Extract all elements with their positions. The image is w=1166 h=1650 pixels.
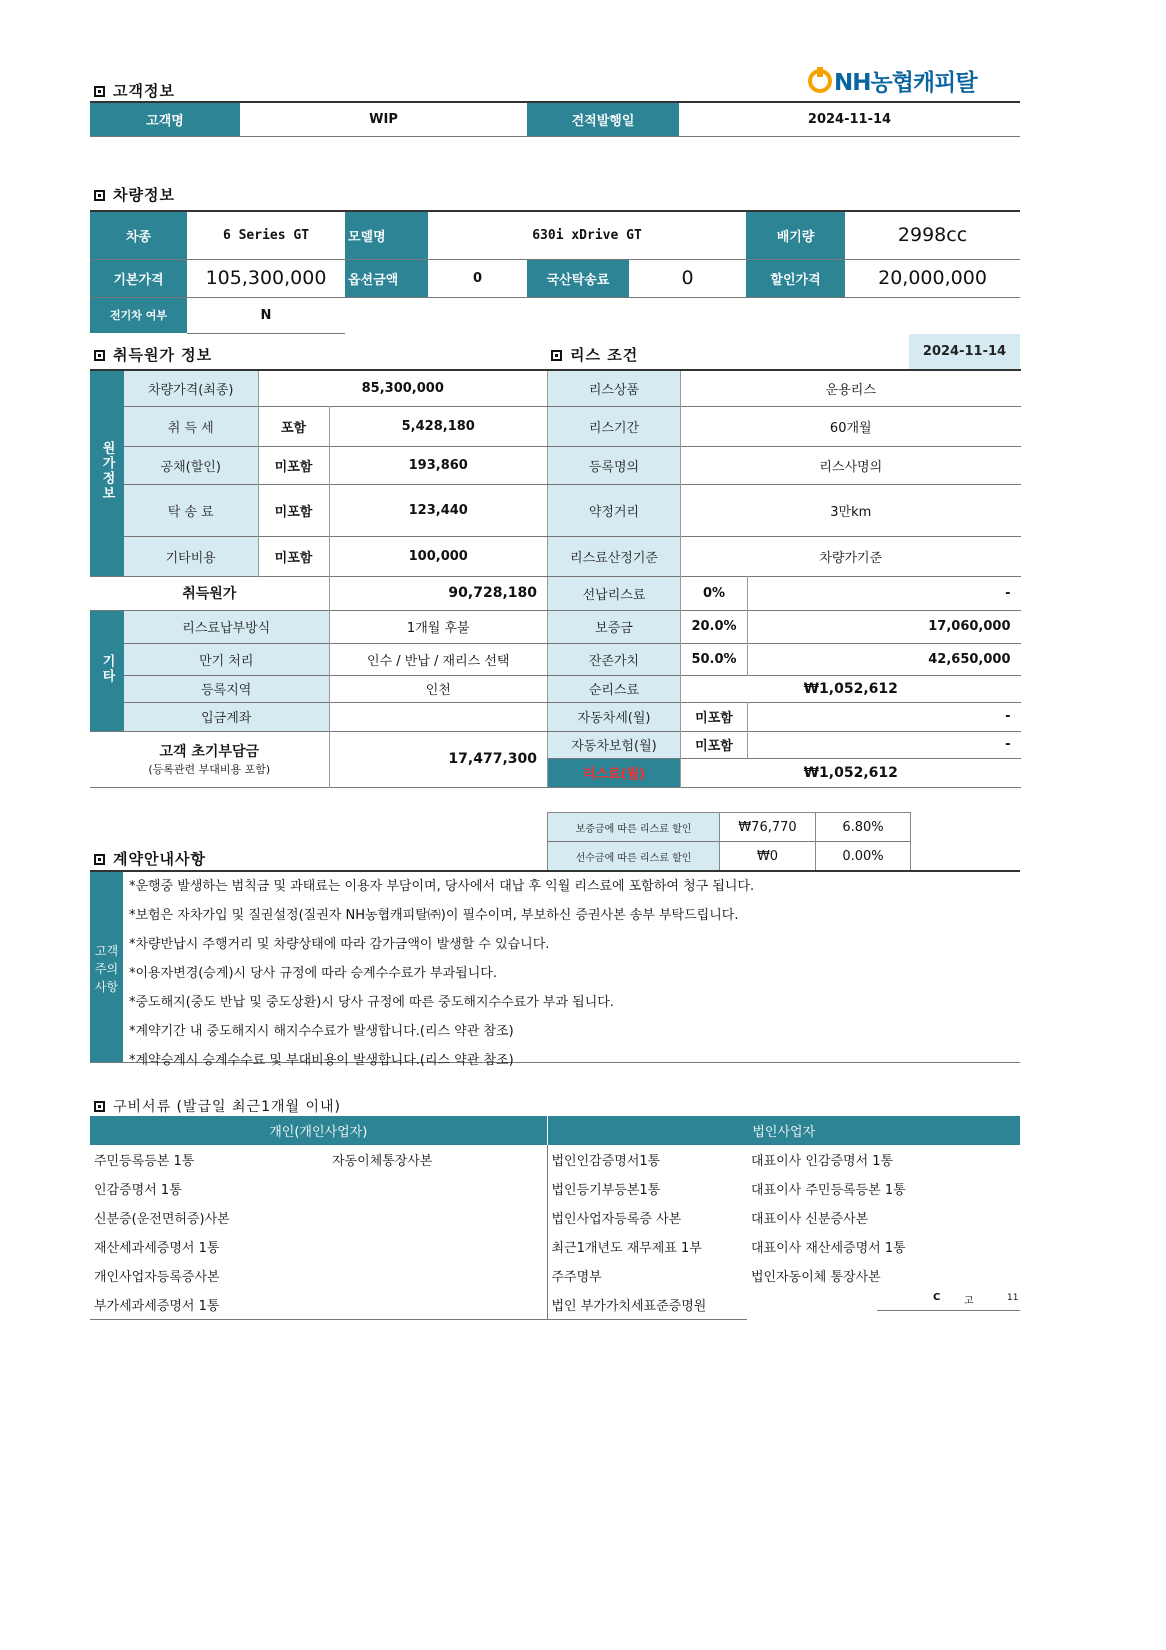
deposit-rate: 20.0% [681,610,748,643]
deposit-label: 보증금 [548,610,681,643]
acq-row-value: 5,428,180 [329,406,547,446]
individual-header: 개인(개인사업자) [90,1116,547,1145]
footer-code-a: C [933,1292,941,1303]
corporate-doc: 대표이사 재산세증명서 1통 [751,1241,906,1256]
acq-row-value: 123,440 [329,484,547,536]
corporate-doc: 최근1개년도 재무제표 1부 [547,1232,747,1261]
section-square-icon [551,350,562,361]
lease-row-value: 차량가기준 [681,536,1021,576]
prepay-value: - [748,576,1021,610]
logo-mark-icon [808,67,832,93]
notice-side-line: 사항 [94,980,119,994]
customer-name-label: 고객명 [90,102,240,136]
section-square-icon [94,854,105,865]
lease-row-label: 리스기간 [548,406,681,446]
discount-row-label: 선수금에 따른 리스료 할인 [548,842,720,871]
acq-row-flag: 미포함 [258,536,329,576]
corporate-doc: 대표이사 주민등록등본 1통 [751,1183,906,1198]
option-value: 0 [472,270,483,286]
car-tax-label: 자동차세(월) [548,702,681,731]
individual-doc [328,1174,547,1203]
acq-total-value: 90,728,180 [329,576,547,610]
insurance-label: 자동차보험(월) [548,731,681,758]
vehicle-type-value: 6 Series GT [222,227,310,243]
notice-line: *보험은 자차가입 및 질권설정(질권자 NH농협캐피탈㈜)이 필수이며, 부보하신 증권사본 송부 부탁드립니다. [129,908,739,923]
customer-section-title: 고객정보 [94,80,175,101]
other-row-value [329,702,547,731]
notice-line: *중도해지(중도 반납 및 중도상환)시 당사 규정에 따른 중도해지수수료가 부과 됩니다. [129,995,614,1010]
acq-row-value: 85,300,000 [258,370,547,406]
notice-side-label [90,872,123,1062]
section-square-icon [94,350,105,361]
section-square-icon [94,190,105,201]
acq-row-flag: 포함 [258,406,329,446]
prepay-rate: 0% [681,576,748,610]
corporate-doc: 법인자동이체 통장사본 [751,1270,881,1285]
individual-doc [328,1232,547,1261]
corporate-doc: 법인인감증명서1통 [547,1145,747,1174]
acquisition-section-title: 취득원가 정보 [94,344,212,365]
lease-discount-table [547,812,911,871]
customer-name-value: WIP [369,111,398,127]
car-tax-flag: 미포함 [681,702,748,731]
corporate-doc: 주주명부 [547,1261,747,1290]
model-label: 모델명 [345,211,428,259]
notice-lines [123,872,1020,1075]
acq-row-label: 차량가격(최종) [124,370,258,406]
discount-row-amount: ₩0 [720,842,816,871]
corporate-doc: 법인 부가가치세표준증명원 [547,1290,747,1320]
model-value: 630i xDrive GT [532,227,642,243]
lease-row-label: 리스상품 [548,370,681,406]
delivery-value: 0 [681,267,694,289]
ev-label: 전기차 여부 [90,297,187,333]
lease-row-label: 리스료산정기준 [548,536,681,576]
corporate-doc: 법인사업자등록증 사본 [547,1203,747,1232]
notice-side-line: 고객 [94,944,119,958]
corporate-header: 법인사업자 [547,1116,1020,1145]
lease-row-label: 등록명의 [548,446,681,484]
notice-side-line: 주의 [94,962,119,976]
discount-row-amount: ₩76,770 [720,813,816,842]
section-square-icon [94,86,105,97]
discount-row-rate: 0.00% [816,842,911,871]
vehicle-type-label: 차종 [90,211,187,259]
acq-row-flag: 미포함 [258,484,329,536]
individual-doc: 주민등록등본 1통 [94,1154,195,1169]
other-row-label: 입금계좌 [124,702,329,731]
other-side-label: 기타 [90,610,124,731]
monthly-lease-label: 리스료(월) [548,758,681,787]
company-logo [808,64,1008,98]
other-row-value: 인천 [329,675,547,702]
residual-value: 42,650,000 [748,643,1021,675]
acq-row-label: 탁 송 료 [124,484,258,536]
vehicle-table [90,210,1020,334]
individual-doc: 신분증(운전면허증)사본 [94,1212,230,1227]
acq-row-label: 공채(할인) [124,446,258,484]
initial-cost-sub: (등록관련 부대비용 포함) [148,763,271,776]
other-row-value: 인수 / 반납 / 재리스 선택 [329,643,547,675]
lease-row-value: 리스사명의 [681,446,1021,484]
discount-value: 20,000,000 [878,267,987,289]
lease-row-value: 60개월 [681,406,1021,446]
notice-line: *계약기간 내 중도해지시 해지수수료가 발생합니다.(리스 약관 참조) [129,1024,514,1039]
residual-rate: 50.0% [681,643,748,675]
customer-table [90,101,1020,137]
initial-cost-value: 17,477,300 [329,731,547,787]
discount-row-rate: 6.80% [816,813,911,842]
vehicle-section-title: 차량정보 [94,184,175,205]
lease-row-value: 운용리스 [681,370,1021,406]
lease-table [547,369,1021,788]
individual-doc: 개인사업자등록증사본 [94,1270,220,1285]
acquisition-table [90,369,547,788]
cost-info-side-label: 원가정보 [90,370,124,576]
notice-line: *운행중 발생하는 범칙금 및 과태료는 이용자 부담이며, 당사에서 대납 후 익월 리스료에 포함하여 청구 됩니다. [129,879,755,894]
net-lease-value: ₩1,052,612 [681,675,1021,702]
notice-line: *이용자변경(승계)시 당사 규정에 따라 승계수수료가 부과됩니다. [129,966,497,981]
acq-row-value: 193,860 [329,446,547,484]
footer-codes [877,1290,1020,1311]
ev-value: N [187,297,345,333]
displacement-value: 2998cc [897,224,968,247]
other-row-label: 리스료납부방식 [124,610,329,643]
logo-text: NH농협캐피탈 [834,70,977,96]
acq-row-flag: 미포함 [258,446,329,484]
individual-doc: 인감증명서 1통 [94,1183,182,1198]
displacement-label: 배기량 [746,211,845,259]
corporate-doc: 법인등기부등본1통 [547,1174,747,1203]
lease-section-title: 리스 조건 [551,344,638,365]
lease-row-label: 약정거리 [548,484,681,536]
corporate-doc: 대표이사 인감증명서 1통 [751,1154,894,1169]
acq-row-label: 기타비용 [124,536,258,576]
initial-cost-label: 고객 초기부담금 [159,744,260,760]
deposit-value: 17,060,000 [748,610,1021,643]
notice-line: *계약승계시 승계수수료 및 부대비용이 발생합니다.(리스 약관 참조) [129,1053,514,1068]
other-row-label: 만기 처리 [124,643,329,675]
footer-code-b: 고 [964,1296,974,1307]
notice-section-title: 계약안내사항 [94,848,206,869]
lease-date: 2024-11-14 [909,334,1020,370]
individual-doc [328,1290,547,1320]
individual-doc: 재산세과세증명서 1통 [94,1241,220,1256]
base-price-value: 105,300,000 [205,267,327,289]
acq-row-label: 취 득 세 [124,406,258,446]
discount-row-label: 보증금에 따른 리스료 할인 [548,813,720,842]
monthly-lease-value: ₩1,052,612 [681,758,1021,787]
individual-doc [328,1203,547,1232]
net-lease-label: 순리스료 [548,675,681,702]
individual-doc: 부가세과세증명서 1통 [90,1290,328,1320]
notice-box [90,870,1020,1068]
notice-line: *차량반납시 주행거리 및 차량상태에 따라 감가금액이 발생할 수 있습니다. [129,937,550,952]
lease-row-value: 3만km [681,484,1021,536]
acq-total-label: 취득원가 [182,586,237,602]
prepay-label: 선납리스료 [548,576,681,610]
other-row-label: 등록지역 [124,675,329,702]
quote-date-label: 견적발행일 [527,102,679,136]
base-price-label: 기본가격 [90,259,187,297]
car-tax-value: - [748,702,1021,731]
other-row-value: 1개월 후불 [329,610,547,643]
insurance-flag: 미포함 [681,731,748,758]
delivery-label: 국산탁송료 [527,259,629,297]
residual-label: 잔존가치 [548,643,681,675]
option-label: 옵션금액 [345,259,428,297]
documents-section-title: 구비서류 (발급일 최근1개월 이내) [94,1096,341,1116]
acq-row-value: 100,000 [329,536,547,576]
initial-cost-cell [90,731,329,787]
quote-date-value: 2024-11-14 [807,111,892,127]
corporate-doc: 대표이사 신분증사본 [751,1212,869,1227]
individual-doc: 자동이체통장사본 [332,1154,433,1169]
footer-code-c: 11 [1007,1293,1019,1303]
section-square-icon [94,1101,105,1112]
individual-doc [328,1261,547,1290]
insurance-value: - [748,731,1021,758]
discount-label: 할인가격 [746,259,845,297]
